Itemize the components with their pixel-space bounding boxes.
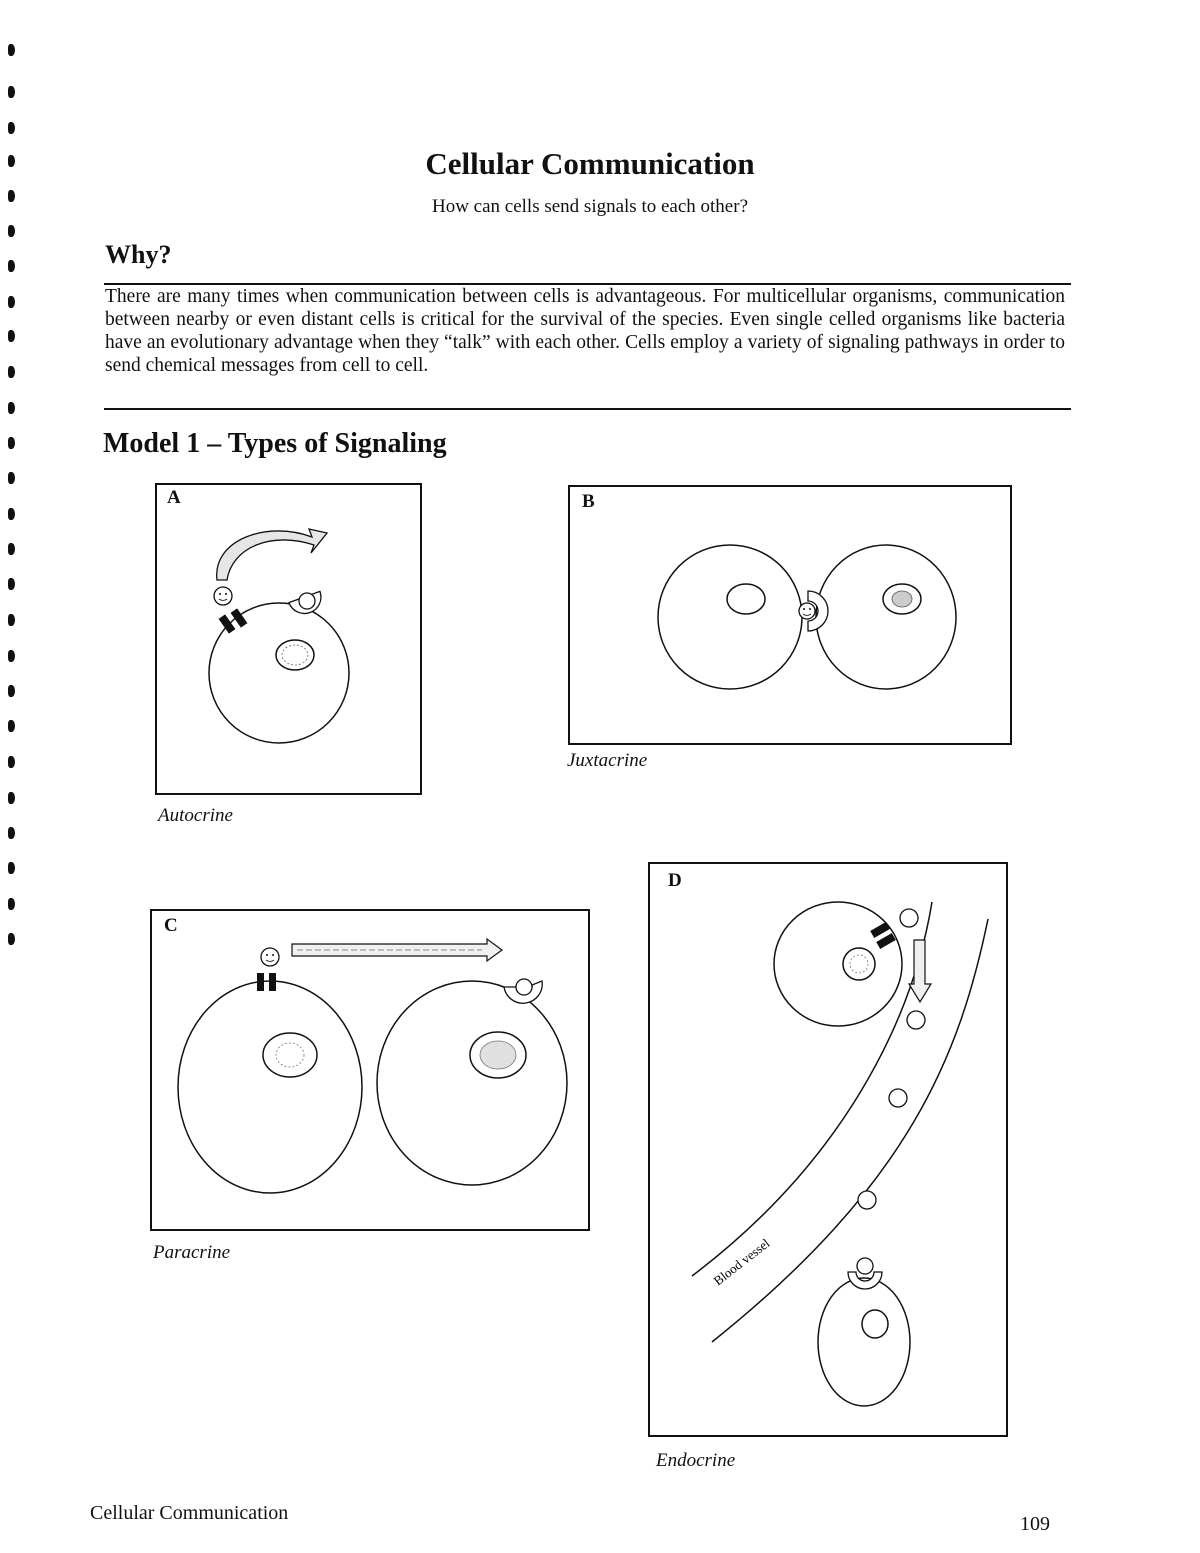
binder-mark xyxy=(8,650,15,662)
signal-channel xyxy=(257,973,264,991)
page-subtitle: How can cells send signals to each other? xyxy=(431,196,749,217)
arrow-icon xyxy=(909,940,931,1002)
bound-signal-molecule xyxy=(857,1258,873,1274)
cell-membrane xyxy=(816,545,956,689)
bound-signal-molecule xyxy=(516,979,532,995)
binder-mark xyxy=(8,614,15,626)
panel-label: A xyxy=(167,487,181,508)
model-heading: Model 1 – Types of Signaling xyxy=(103,428,447,459)
binder-mark xyxy=(8,720,15,732)
binder-mark xyxy=(8,122,15,134)
binder-mark xyxy=(8,578,15,590)
panel-endocrine xyxy=(648,862,1008,1437)
panel-autocrine xyxy=(155,483,422,795)
juxtacrine-diagram xyxy=(570,487,1012,745)
binder-mark xyxy=(8,862,15,874)
signal-channel xyxy=(269,973,276,991)
cell-nucleus xyxy=(263,1033,317,1077)
binder-mark xyxy=(8,472,15,484)
signal-channel xyxy=(870,922,890,938)
binder-mark xyxy=(8,898,15,910)
binder-mark xyxy=(8,792,15,804)
cell-membrane xyxy=(377,981,567,1185)
page-number: 109 xyxy=(1020,1513,1050,1535)
blood-vessel-label: Blood vessel xyxy=(710,1235,773,1289)
binder-mark xyxy=(8,225,15,237)
signal-molecule xyxy=(907,1011,925,1029)
binder-mark xyxy=(8,296,15,308)
binder-mark xyxy=(8,437,15,449)
caption-juxtacrine: Juxtacrine xyxy=(567,750,648,771)
panel-juxtacrine xyxy=(568,485,1012,745)
footer-title: Cellular Communication xyxy=(90,1502,289,1524)
why-heading: Why? xyxy=(105,240,172,269)
arrow-icon xyxy=(217,529,327,580)
caption-autocrine: Autocrine xyxy=(158,805,233,826)
binder-mark xyxy=(8,402,15,414)
endocrine-diagram xyxy=(650,864,1008,1437)
panel-paracrine xyxy=(150,909,590,1231)
paracrine-diagram xyxy=(152,911,590,1231)
binder-mark xyxy=(8,933,15,945)
signal-molecule xyxy=(858,1191,876,1209)
signal-molecule xyxy=(900,909,918,927)
signal-molecule xyxy=(261,948,279,966)
panel-label: C xyxy=(164,915,178,936)
binder-mark xyxy=(8,366,15,378)
binder-mark xyxy=(8,86,15,98)
bound-signal-molecule xyxy=(299,593,315,609)
page-title: Cellular Communication xyxy=(425,146,755,181)
divider xyxy=(104,408,1071,410)
signal-molecule xyxy=(799,603,815,619)
signal-channel xyxy=(219,614,236,633)
autocrine-diagram xyxy=(157,485,422,795)
binder-mark xyxy=(8,260,15,272)
cell-membrane xyxy=(658,545,802,689)
signal-channel xyxy=(876,933,896,949)
cell-nucleus xyxy=(727,584,765,614)
binder-mark xyxy=(8,756,15,768)
cell-membrane xyxy=(774,902,902,1026)
panel-label: B xyxy=(582,491,595,512)
cell-nucleus xyxy=(862,1310,888,1338)
caption-paracrine: Paracrine xyxy=(153,1242,231,1263)
signal-molecule xyxy=(889,1089,907,1107)
panel-label: D xyxy=(668,870,682,891)
binder-mark xyxy=(8,827,15,839)
cell-membrane xyxy=(818,1278,910,1406)
cell-nucleus xyxy=(843,948,875,980)
binder-mark xyxy=(8,543,15,555)
binder-mark xyxy=(8,44,15,56)
binder-mark xyxy=(8,685,15,697)
caption-endocrine: Endocrine xyxy=(656,1450,736,1471)
cell-membrane xyxy=(178,981,362,1193)
binder-mark xyxy=(8,330,15,342)
binder-mark xyxy=(8,508,15,520)
why-paragraph: There are many times when communication between cells is advantageous. For multicellular organisms, communication between nearby or even distant cells is critical for the survival of the species. Even single celled organisms like bacteria have an evolutionary advantage when they “talk” with each other. Cells employ a variety of signaling pathways in order to send chemical messages from cell to cell. xyxy=(105,286,1065,376)
signal-molecule xyxy=(214,587,232,605)
